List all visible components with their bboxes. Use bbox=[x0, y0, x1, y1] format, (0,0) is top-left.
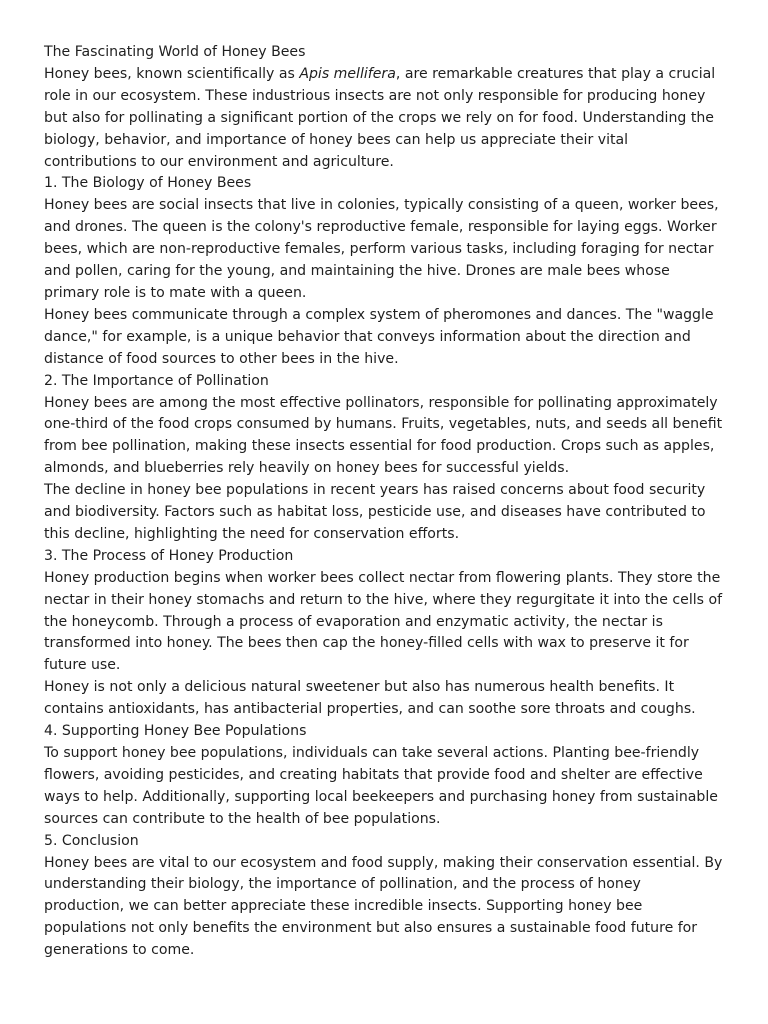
section-heading-biology: 1. The Biology of Honey Bees bbox=[44, 175, 252, 192]
section-paragraph: Honey bees are among the most effective pollinators, responsible for pollinating approximately one-third of the food crops consumed by humans. Fruits, vegetables, nuts, and seeds all benefit from bee pollination, making these insects essential for food production. Crops such as apples, almonds, and blueberries rely heavily on honey bees for successful yields. bbox=[44, 394, 723, 477]
section-paragraph: Honey bees are vital to our ecosystem and food supply, making their conservation essential. By understanding their biology, the importance of pollination, and the process of honey production, we can better appreciate these incredible insects. Supporting honey bee populations not only benefits the environment but also ensures a sustainable food future for generations to come. bbox=[44, 854, 723, 959]
section-paragraph: Honey production begins when worker bees collect nectar from flowering plants. They store the nectar in their honey stomachs and return to the hive, where they regurgitate it into the cells of the honeycomb. Through a process of evaporation and enzymatic activity, the nectar is transformed into honey. The bees then cap the honey-filled cells with wax to preserve it for future use. bbox=[44, 569, 723, 674]
section-heading-conclusion: 5. Conclusion bbox=[44, 832, 139, 849]
section-paragraph: To support honey bee populations, individuals can take several actions. Planting bee-friendly flowers, avoiding pesticides, and creating habitats that provide food and shelter are effective ways to help. Additionally, supporting local beekeepers and purchasing honey from sustainable sources can contribute to the health of bee populations. bbox=[44, 745, 718, 827]
intro-text-after: , are remarkable creatures that play a crucial role in our ecosystem. These industrious insects are not only responsible for producing honey but also for pollinating a significant portion of the crops we rely on for food. Understanding the biology, behavior, and importance of honey bees can help us appreciate their vital contributions to our environment and agriculture. bbox=[44, 65, 716, 170]
section-paragraph: Honey bees are social insects that live in colonies, typically consisting of a queen, worker bees, and drones. The queen is the colony's reproductive female, responsible for laying eggs. Worker bees, which are non-reproductive females, perform various tasks, including foraging for nectar and pollen, caring for the young, and maintaining the hive. Drones are male bees whose primary role is to mate with a queen. bbox=[44, 197, 719, 301]
section-heading-honey-production: 3. The Process of Honey Production bbox=[44, 547, 294, 564]
species-name: Apis mellifera bbox=[299, 65, 396, 82]
section-paragraph: The decline in honey bee populations in recent years has raised concerns about food security and biodiversity. Factors such as habitat loss, pesticide use, and diseases have contributed to this decline, highlighting the need for conservation efforts. bbox=[44, 482, 706, 542]
document-body bbox=[44, 42, 724, 962]
intro-paragraph bbox=[44, 64, 724, 174]
section-paragraph: Honey is not only a delicious natural sweetener but also has numerous health benefits. It contains antioxidants, has antibacterial properties, and can soothe sore throats and coughs. bbox=[44, 679, 696, 718]
document-title: The Fascinating World of Honey Bees bbox=[44, 44, 306, 60]
section-heading-supporting-populations: 4. Supporting Honey Bee Populations bbox=[44, 723, 307, 740]
intro-text-before: Honey bees, known scientifically as bbox=[44, 65, 300, 82]
section-paragraph: Honey bees communicate through a complex system of pheromones and dances. The "waggle dance," for example, is a unique behavior that conveys information about the direction and distance of food sources to other bees in the hive. bbox=[44, 306, 714, 367]
section-heading-pollination: 2. The Importance of Pollination bbox=[44, 372, 269, 389]
